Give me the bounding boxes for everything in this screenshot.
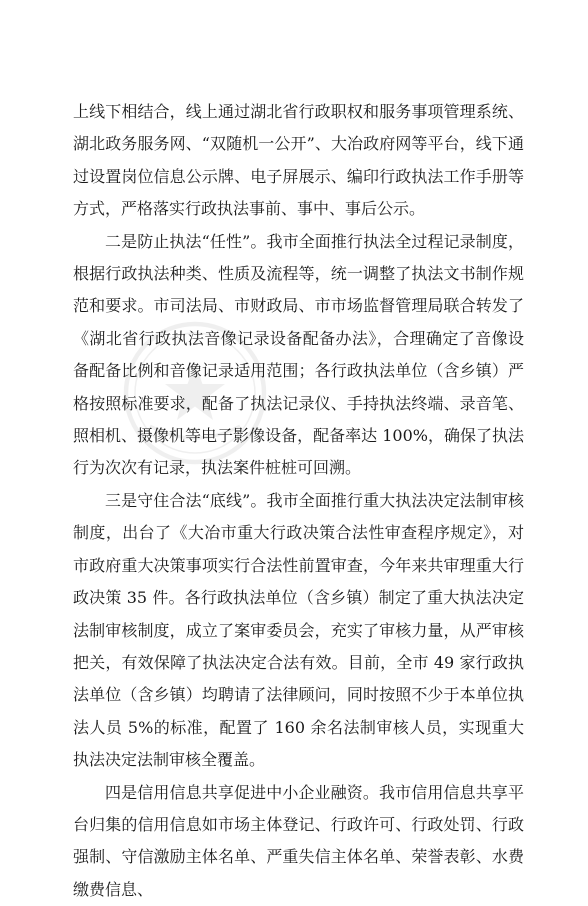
paragraph-4: 四是信用信息共享促进中小企业融资。我市信用信息共享平台归集的信用信息如市场主体登记、行政许可、行政处罚、行政强制、守信激励主体名单、严重失信主体名单、荣誉表彰、水费缴费信息、 [73, 782, 524, 899]
paragraph-continuation: 上线下相结合，线上通过湖北省行政职权和服务事项管理系统、湖北政务服务网、“双随机一公开”、大冶政府网等平台，线下通过设置岗位信息公示牌、电子屏展示、编印行政执法工作手册等方式，严格落实行政执法事前、事中、事后公示。 [73, 102, 524, 219]
paragraph-3: 三是守住合法“底线”。我市全面推行重大执法决定法制审核制度，出台了《大冶市重大行政决策合法性审查程序规定》，对市政府重大决策事项实行合法性前置审查，今年来共审理重大行政决策 35 件。各行政执法单位（含乡镇）制定了重大执法决定法制审核制度，成立了案审委员会，充实了审核力量，从严审核把关，有效保障了执法决定合法有效。目前，全市 49 家行政执法单位（含乡镇）均聘请了法律顾问，同时按照不少于本单位执法人员 5%的标准，配置了 160 余名法制审核人员，实现重大执法决定法制审核全覆盖。 [73, 490, 524, 770]
document-body [73, 96, 524, 906]
paragraph-2: 二是防止执法“任性”。我市全面推行执法全过程记录制度，根据行政执法种类、性质及流程等，统一调整了执法文书制作规范和要求。市司法局、市财政局、市市场监督管理局联合转发了《湖北省行政执法音像记录设备配备办法》，合理确定了音像设备配备比例和音像记录适用范围；各行政执法单位（含乡镇）严格按照标准要求，配备了执法记录仪、手持执法终端、录音笔、照相机、摄像机等电子影像设备，配备率达 100%，确保了执法行为次次有记录，执法案件桩桩可回溯。 [73, 231, 524, 478]
